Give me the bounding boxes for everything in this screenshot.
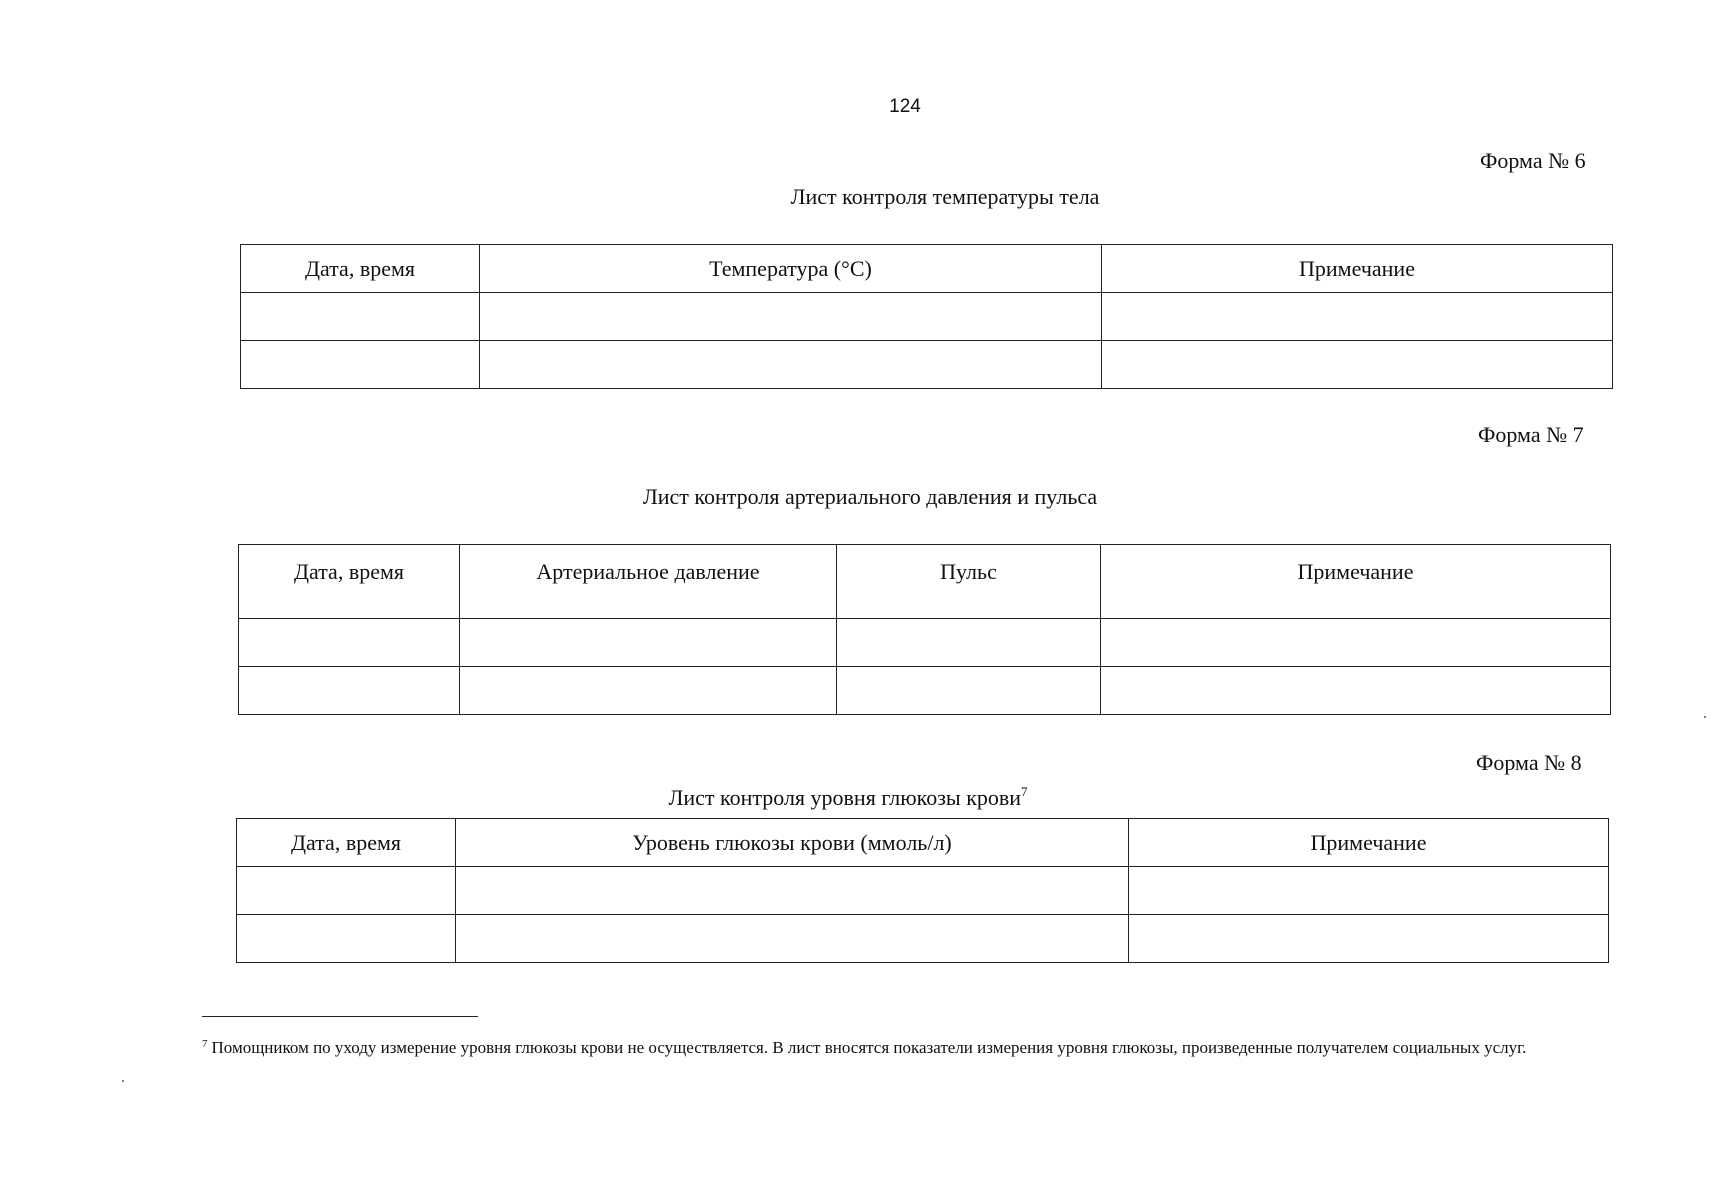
footnote-reference: 7 — [1021, 784, 1028, 799]
table-cell[interactable] — [837, 619, 1101, 667]
table-cell[interactable] — [1101, 619, 1611, 667]
table-cell[interactable] — [239, 619, 460, 667]
table-cell[interactable] — [241, 293, 480, 341]
form-8-label: Форма № 8 — [1476, 750, 1582, 775]
table-cell[interactable] — [237, 867, 456, 915]
column-header-note: Примечание — [1102, 245, 1613, 293]
table-row — [237, 867, 1609, 915]
table-cell[interactable] — [1102, 341, 1613, 389]
table-header-row — [241, 245, 1613, 293]
table-cell[interactable] — [239, 667, 460, 715]
table-row — [241, 293, 1613, 341]
form-6-title: Лист контроля температуры тела — [790, 184, 1100, 209]
footnote — [202, 1034, 1622, 1058]
table-cell[interactable] — [837, 667, 1101, 715]
page-number: 124 — [889, 96, 921, 117]
table-cell[interactable] — [460, 667, 837, 715]
table-row — [241, 341, 1613, 389]
table-cell[interactable] — [1102, 293, 1613, 341]
table-row — [239, 667, 1611, 715]
column-header-date: Дата, время — [237, 819, 456, 867]
column-header-pulse: Пульс — [837, 545, 1101, 619]
form-7-title: Лист контроля артериального давления и пульса — [642, 484, 1098, 509]
footnote-text: Помощником по уходу измерение уровня глюкозы крови не осуществляется. В лист вносятся показатели измерения уровня глюкозы, произведенные получателем социальных услуг. — [211, 1038, 1527, 1057]
table-cell[interactable] — [456, 867, 1129, 915]
scan-speck — [1704, 716, 1706, 718]
table-row — [237, 915, 1609, 963]
column-header-note: Примечание — [1129, 819, 1609, 867]
table-cell[interactable] — [1129, 915, 1609, 963]
footnote-divider — [202, 1016, 478, 1017]
column-header-note: Примечание — [1101, 545, 1611, 619]
table-row — [239, 619, 1611, 667]
form-6-label: Форма № 6 — [1480, 148, 1586, 173]
scan-speck — [122, 1080, 124, 1082]
glucose-table — [236, 818, 1609, 963]
table-cell[interactable] — [480, 341, 1102, 389]
table-cell[interactable] — [460, 619, 837, 667]
table-cell[interactable] — [1129, 867, 1609, 915]
table-cell[interactable] — [1101, 667, 1611, 715]
column-header-glucose-level: Уровень глюкозы крови (ммоль/л) — [456, 819, 1129, 867]
table-cell[interactable] — [237, 915, 456, 963]
footnote-number: 7 — [202, 1038, 208, 1050]
column-header-date: Дата, время — [241, 245, 480, 293]
form-8-title-text: Лист контроля уровня глюкозы крови — [668, 785, 1022, 810]
table-cell[interactable] — [241, 341, 480, 389]
form-7-label: Форма № 7 — [1478, 422, 1584, 447]
temperature-table — [240, 244, 1613, 389]
form-8-title — [0, 784, 1696, 811]
table-header-row — [237, 819, 1609, 867]
column-header-date: Дата, время — [239, 545, 460, 619]
column-header-blood-pressure: Артериальное давление — [460, 545, 837, 619]
table-header-row — [239, 545, 1611, 619]
table-cell[interactable] — [456, 915, 1129, 963]
pressure-pulse-table — [238, 544, 1611, 715]
column-header-temperature: Температура (°C) — [480, 245, 1102, 293]
table-cell[interactable] — [480, 293, 1102, 341]
